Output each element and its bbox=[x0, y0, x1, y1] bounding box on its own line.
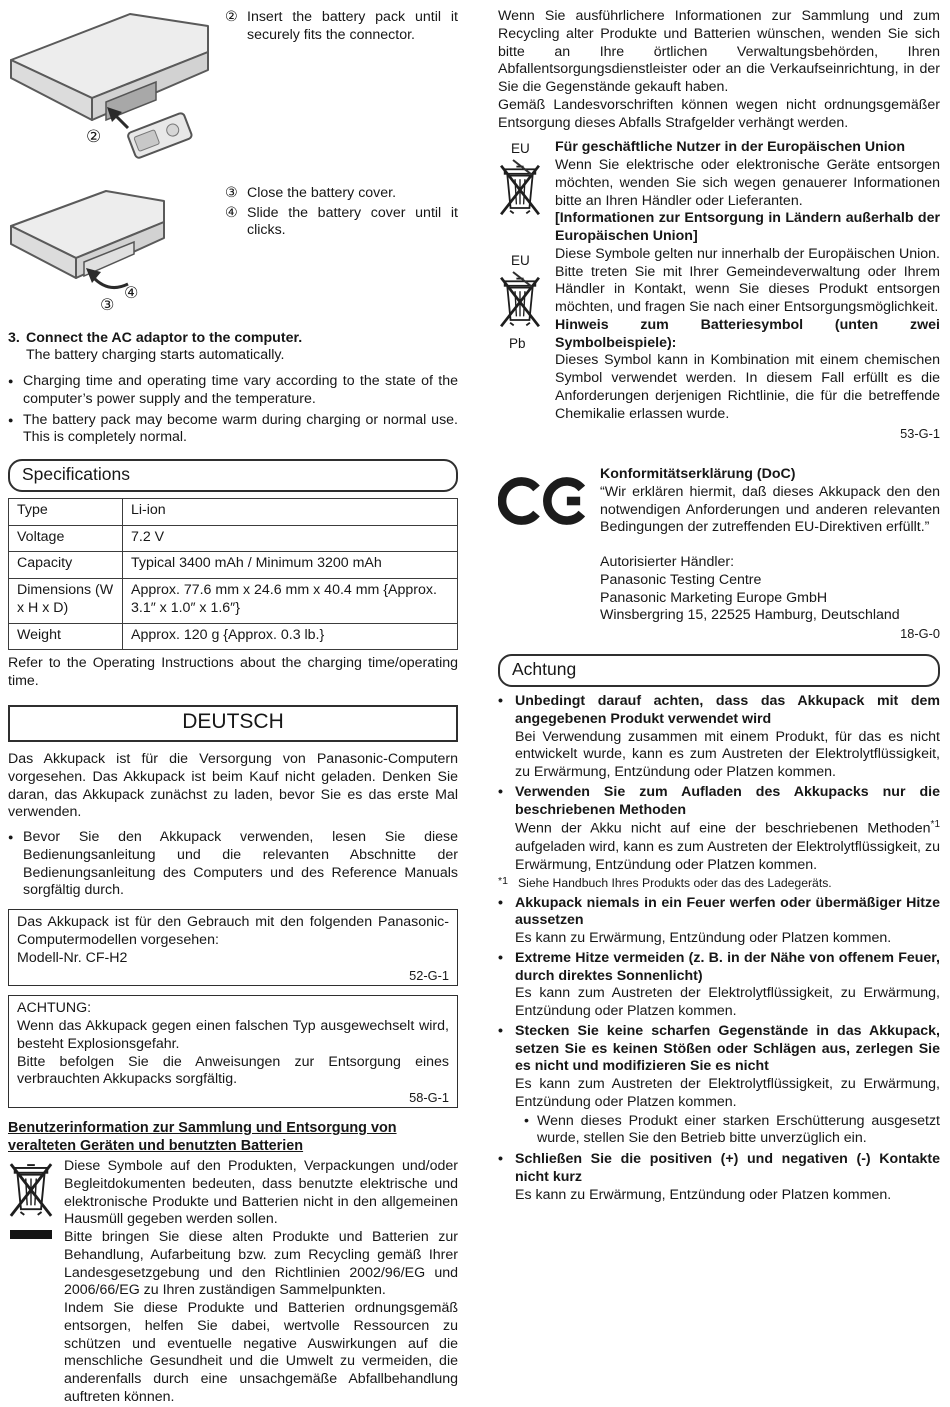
warning-line2: Bitte befolgen Sie die Anweisungen zur Entsorgung eines verbrauchten Akkupacks sorgfältig. bbox=[17, 1053, 449, 1088]
business-users-heading: Für geschäftliche Nutzer in der Europäischen Union bbox=[555, 139, 906, 156]
warning-content bbox=[515, 1151, 940, 1204]
spec-value: 7.2 V bbox=[123, 525, 458, 552]
german-read-manual-note: Bevor Sie den Akkupack verwenden, lesen Sie diese Bedienungsanleitung und die relevanten Abschnitte der Bedienungsanleitung des Computers und des Reference Manuals sorgfältig durch. bbox=[23, 829, 458, 899]
warning-heading: Akkupack niemals in ein Feuer werfen oder übermäßiger Hitze aussetzen bbox=[515, 894, 940, 929]
battery-cover-illustration bbox=[8, 184, 213, 318]
step2-number: ② bbox=[225, 9, 238, 25]
section-code: 58-G-1 bbox=[409, 1090, 449, 1106]
icon-spacer bbox=[498, 223, 555, 253]
authorized-dealer-block bbox=[600, 554, 940, 625]
list-item bbox=[8, 412, 458, 448]
figure-step2-marker: ② bbox=[86, 127, 102, 146]
ce-mark-container bbox=[498, 466, 594, 642]
footnote-ref: *1 bbox=[930, 819, 940, 831]
warning-title: ACHTUNG: bbox=[17, 1000, 92, 1017]
connect-adaptor-heading: Connect the AC adaptor to the computer. bbox=[26, 329, 303, 346]
bullet-icon: • bbox=[498, 693, 503, 710]
german-notes-list bbox=[8, 829, 458, 900]
weee-crossed-bin-pb-icon bbox=[498, 275, 542, 329]
step4-text: Slide the battery cover until it clicks. bbox=[247, 204, 458, 239]
battery-symbol-text: Dieses Symbol kann in Kombination mit einem chemischen Symbol verwendet werden. In diesem Fall erfüllt es die Anforderungen derjenigen Richtlinie, die für die betreffende Chemikalie erlassen wurde. bbox=[555, 352, 940, 422]
step-number: 3. bbox=[8, 329, 20, 346]
doc-declaration-section bbox=[498, 466, 940, 642]
eu-text-column bbox=[555, 139, 940, 423]
bullet-icon: • bbox=[498, 783, 503, 800]
table-row bbox=[9, 552, 458, 579]
section-code: 53-G-1 bbox=[900, 426, 940, 442]
collection-info-paragraph: Wenn Sie ausführlichere Informationen zur Sammlung und zum Recycling alter Produkte und Batterien wünschen, wenden Sie sich bitte an Ihre örtlichen Verwaltungsbehörden, Ihren Abfallentsorgungsdienstleister oder an die Verkaufseinrichtung, in der Sie die Gegenstände gekauft haben. bbox=[498, 8, 940, 95]
spec-label: Capacity bbox=[9, 552, 123, 579]
footnote bbox=[498, 876, 940, 891]
eu-disposal-section bbox=[498, 139, 940, 423]
bullet-icon: ● bbox=[8, 414, 14, 425]
battery-symbol-heading: Hinweis zum Batteriesymbol (unten zwei Symbolbeispiele): bbox=[555, 316, 940, 351]
list-item bbox=[8, 373, 458, 409]
bullet-icon: • bbox=[498, 949, 503, 966]
step3-number: ③ bbox=[225, 184, 238, 201]
spec-note: Refer to the Operating Instructions about the charging time/operating time. bbox=[8, 655, 458, 690]
outside-eu-text: Diese Symbole gelten nur innerhalb der Europäischen Union. Bitte treten Sie mit Ihrer Gemeindeverwaltung oder Ihrem Händler in Kontakt, wenn Sie dieses Produkt entsorgen möchten, und fragen Sie nach einer Entsorgungsmöglichkeit. bbox=[555, 245, 940, 315]
footnote-text: Siehe Handbuch Ihres Produkts oder das des Ladegeräts. bbox=[518, 876, 832, 891]
weee-paragraph: Bitte bringen Sie diese alten Produkte und Batterien zur Behandlung, Aufarbeitung bzw. zum Recycling gemäß Ihrer Landesgesetzgebung und den Richtlinien 2002/96/EG und 2006/66/EG zu Ihren zuständigen Sammelpunkten. bbox=[64, 1229, 458, 1299]
warning-line1: Wenn das Akkupack gegen einen falschen Typ ausgewechselt wird, besteht Explosionsgefahr. bbox=[17, 1018, 449, 1052]
figure-row-insert-battery bbox=[8, 8, 458, 172]
warning-body-text: Wenn der Akku nicht auf eine der beschriebenen Methoden bbox=[515, 821, 931, 838]
outside-eu-heading: [Informationen zur Entsorgung in Ländern außerhalb der Europäischen Union] bbox=[555, 210, 940, 244]
connect-adaptor-step bbox=[8, 330, 458, 366]
doc-quote: “Wir erklären hiermit, daß dieses Akkupack den den notwendigen Anforderungen und anderen relevanten Bedingungen der zutreffenden EU-Direktiven erfüllt.” bbox=[600, 483, 940, 536]
footnote-marker: *1 bbox=[498, 875, 508, 888]
model-number: Modell-Nr. CF-H2 bbox=[17, 949, 128, 966]
step-content bbox=[26, 330, 302, 366]
warning-content bbox=[515, 950, 940, 1021]
figure-step4-marker: ④ bbox=[124, 284, 139, 302]
table-row bbox=[9, 579, 458, 624]
warning-body: Bei Verwendung zusammen mit einem Produkt, für das es nicht entwickelt wurde, kann es zum Austreten der Elektrolytflüssigkeit, zu Erwärmung, Entzündung oder Platzen kommen. bbox=[515, 728, 940, 781]
weee-crossed-bin-icon bbox=[8, 1161, 54, 1219]
note-warm-battery: The battery pack may become warm during charging or normal use. This is completely normal. bbox=[23, 411, 458, 446]
section-code: 18-G-0 bbox=[900, 626, 940, 642]
warning-heading: Extreme Hitze vermeiden (z. B. in der Nähe von offenem Feuer, durch direktes Sonnenlicht) bbox=[515, 949, 940, 984]
weee-info-block bbox=[8, 1158, 458, 1407]
english-notes-list bbox=[8, 373, 458, 447]
warning-body: Es kann zum Austreten der Elektrolytflüssigkeit, zu Erwärmung, Entzündung oder Platzen kommen. bbox=[515, 985, 940, 1020]
doc-heading: Konformitätserklärung (DoC) bbox=[600, 466, 796, 483]
right-column bbox=[498, 8, 940, 1378]
bullet-icon: • bbox=[498, 894, 503, 911]
step2-text: Insert the battery pack until it securely fits the connector. bbox=[247, 9, 458, 43]
penalty-info-paragraph: Gemäß Landesvorschriften können wegen nicht ordnungsgemäßer Entsorgung dieses Abfalls Strafgelder verhängt werden. bbox=[498, 96, 940, 131]
weee-crossed-bin-icon bbox=[498, 163, 542, 217]
model-compatibility-box bbox=[8, 909, 458, 986]
recycle-info-heading: Benutzerinformation zur Sammlung und Entsorgung von veralteten Geräten und benutzten Batterien bbox=[8, 1120, 397, 1155]
laptop-battery-cover-figure bbox=[8, 184, 168, 312]
connect-adaptor-body: The battery charging starts automatically. bbox=[26, 347, 285, 364]
dealer-label: Autorisierter Händler: bbox=[600, 554, 735, 571]
warning-content bbox=[515, 693, 940, 782]
spec-label: Weight bbox=[9, 623, 123, 650]
steps-3-4-caption bbox=[213, 184, 458, 318]
warning-body: Es kann zu Erwärmung, Entzündung oder Platzen kommen. bbox=[515, 1186, 892, 1203]
achtung-header: Achtung bbox=[498, 654, 940, 687]
business-users-text: Wenn Sie elektrische oder elektronische Geräte entsorgen möchten, wenden Sie sich wegen genauerer Informationen bitte an Ihren Händler oder Lieferanten. bbox=[555, 157, 940, 209]
dealer-line: Panasonic Testing Centre bbox=[600, 571, 762, 588]
laptop-battery-insert-figure bbox=[8, 8, 213, 166]
weee-text-column bbox=[64, 1158, 458, 1407]
bullet-icon: ● bbox=[8, 832, 14, 843]
list-item bbox=[498, 1023, 940, 1149]
warning-body: Es kann zu Erwärmung, Entzündung oder Platzen kommen. bbox=[515, 930, 892, 947]
spec-value: Approx. 120 g {Approx. 0.3 lb.} bbox=[123, 623, 458, 650]
figure-row-battery-cover bbox=[8, 184, 458, 318]
slide-arrow bbox=[92, 276, 128, 288]
step4-line bbox=[225, 205, 458, 241]
spec-label: Dimensions (W x H x D) bbox=[9, 579, 123, 624]
dealer-line: Winsbergring 15, 22525 Hamburg, Deutschland bbox=[600, 607, 900, 624]
eu-label: EU bbox=[511, 141, 530, 157]
bullet-icon: ● bbox=[8, 376, 14, 386]
spec-label: Voltage bbox=[9, 525, 123, 552]
table-row bbox=[9, 525, 458, 552]
spec-value: Li-ion bbox=[123, 498, 458, 525]
achtung-warning-list bbox=[498, 693, 940, 1204]
list-item bbox=[8, 829, 458, 900]
german-intro: Das Akkupack ist für die Versorgung von Panasonic-Computern vorgesehen. Das Akkupack ist beim Kauf nicht geladen. Denken Sie daran, das Akkupack zunächst zu laden, bevor Sie es das erste Mal verwenden. bbox=[8, 751, 458, 821]
achtung-warning-box bbox=[8, 995, 458, 1108]
weee-icon-column bbox=[8, 1158, 64, 1407]
spec-label: Type bbox=[9, 498, 123, 525]
spec-value: Approx. 77.6 mm x 24.6 mm x 40.4 mm {Approx. 3.1″ x 1.0″ x 1.6″} bbox=[123, 579, 458, 624]
warning-body: Es kann zum Austreten der Elektrolytflüssigkeit, zu Erwärmung, Entzündung oder Platzen kommen. bbox=[515, 1076, 940, 1110]
language-section-title: DEUTSCH bbox=[8, 705, 458, 742]
list-item bbox=[498, 895, 940, 948]
weee-paragraph: Indem Sie diese Produkte und Batterien ordnungsgemäß entsorgen, helfen Sie dabei, wertvolle Ressourcen zu schützen und eventuelle negative Auswirkungen auf die menschliche Gesundheit und die Umwelt zu vermeiden, die anderenfalls durch eine unsachgemäße Abfallbehandlung auftreten können. bbox=[64, 1300, 458, 1405]
spec-value: Typical 3400 mAh / Minimum 3200 mAh bbox=[123, 552, 458, 579]
list-item bbox=[498, 1151, 940, 1204]
sub-warning-text: Wenn dieses Produkt einer starken Erschütterung ausgesetzt wurde, stellen Sie den Betrieb bitte unverzüglich ein. bbox=[537, 1112, 940, 1147]
warning-heading: Unbedingt darauf achten, dass das Akkupack mit dem angegebenen Produkt verwendet wird bbox=[515, 693, 940, 727]
step4-number: ④ bbox=[225, 204, 238, 221]
specifications-header: Specifications bbox=[8, 459, 458, 492]
battery-directive-bar-icon bbox=[10, 1230, 52, 1239]
step2-caption bbox=[213, 8, 458, 172]
warning-heading: Stecken Sie keine scharfen Gegenstände in das Akkupack, setzen Sie es keinen Stößen oder Schlägen aus, zerlegen Sie es nicht und modifizieren Sie es nicht bbox=[515, 1022, 940, 1075]
pb-label: Pb bbox=[509, 335, 526, 351]
warning-body-text: aufgeladen wird, kann es zum Austreten der Elektrolytflüssigkeit, zu Erwärmung, Entzündung oder Platzen kommen. bbox=[515, 838, 940, 873]
warning-heading: Verwenden Sie zum Aufladen des Akkupacks nur die beschriebenen Methoden bbox=[515, 783, 940, 818]
note-charging-time: Charging time and operating time vary according to the state of the computer’s power supply and the temperature. bbox=[23, 373, 458, 407]
warning-body bbox=[515, 819, 940, 874]
list-item bbox=[498, 693, 940, 782]
dealer-line: Panasonic Marketing Europe GmbH bbox=[600, 589, 828, 606]
battery-insert-illustration bbox=[8, 8, 213, 172]
step3-line bbox=[225, 185, 458, 203]
doc-text-column bbox=[594, 466, 940, 642]
step3-text: Close the battery cover. bbox=[247, 184, 397, 201]
sub-list-item bbox=[524, 1113, 940, 1149]
warning-heading: Schließen Sie die positiven (+) und negativen (-) Kontakte nicht kurz bbox=[515, 1151, 940, 1185]
battery-pack-drawing bbox=[127, 112, 193, 159]
table-row bbox=[9, 498, 458, 525]
bullet-icon: • bbox=[498, 1022, 503, 1039]
list-item bbox=[498, 784, 940, 874]
eu-icon-column bbox=[498, 139, 555, 423]
section-code: 52-G-1 bbox=[409, 968, 449, 984]
ce-mark-icon bbox=[498, 476, 592, 526]
left-column bbox=[8, 8, 458, 1405]
model-box-text: Das Akkupack ist für den Gebrauch mit den folgenden Panasonic-Computermodellen vorgesehen: bbox=[17, 914, 449, 948]
bullet-icon: • bbox=[524, 1112, 529, 1129]
weee-paragraph: Diese Symbole auf den Produkten, Verpackungen und/oder Begleitdokumenten bedeuten, dass benutzte elektrische und elektronische Produkte und Batterien nicht in den allgemeinen Hausmüll gegeben werden sollen. bbox=[64, 1158, 458, 1228]
table-row bbox=[9, 623, 458, 650]
step2-line bbox=[225, 9, 458, 45]
warning-content bbox=[515, 784, 940, 874]
figure-step3-marker: ③ bbox=[100, 296, 115, 312]
specifications-table bbox=[8, 498, 458, 651]
warning-content bbox=[515, 1023, 940, 1149]
warning-content bbox=[515, 895, 940, 948]
bullet-icon: • bbox=[498, 1151, 503, 1168]
list-item bbox=[498, 950, 940, 1021]
eu-label: EU bbox=[511, 252, 530, 268]
